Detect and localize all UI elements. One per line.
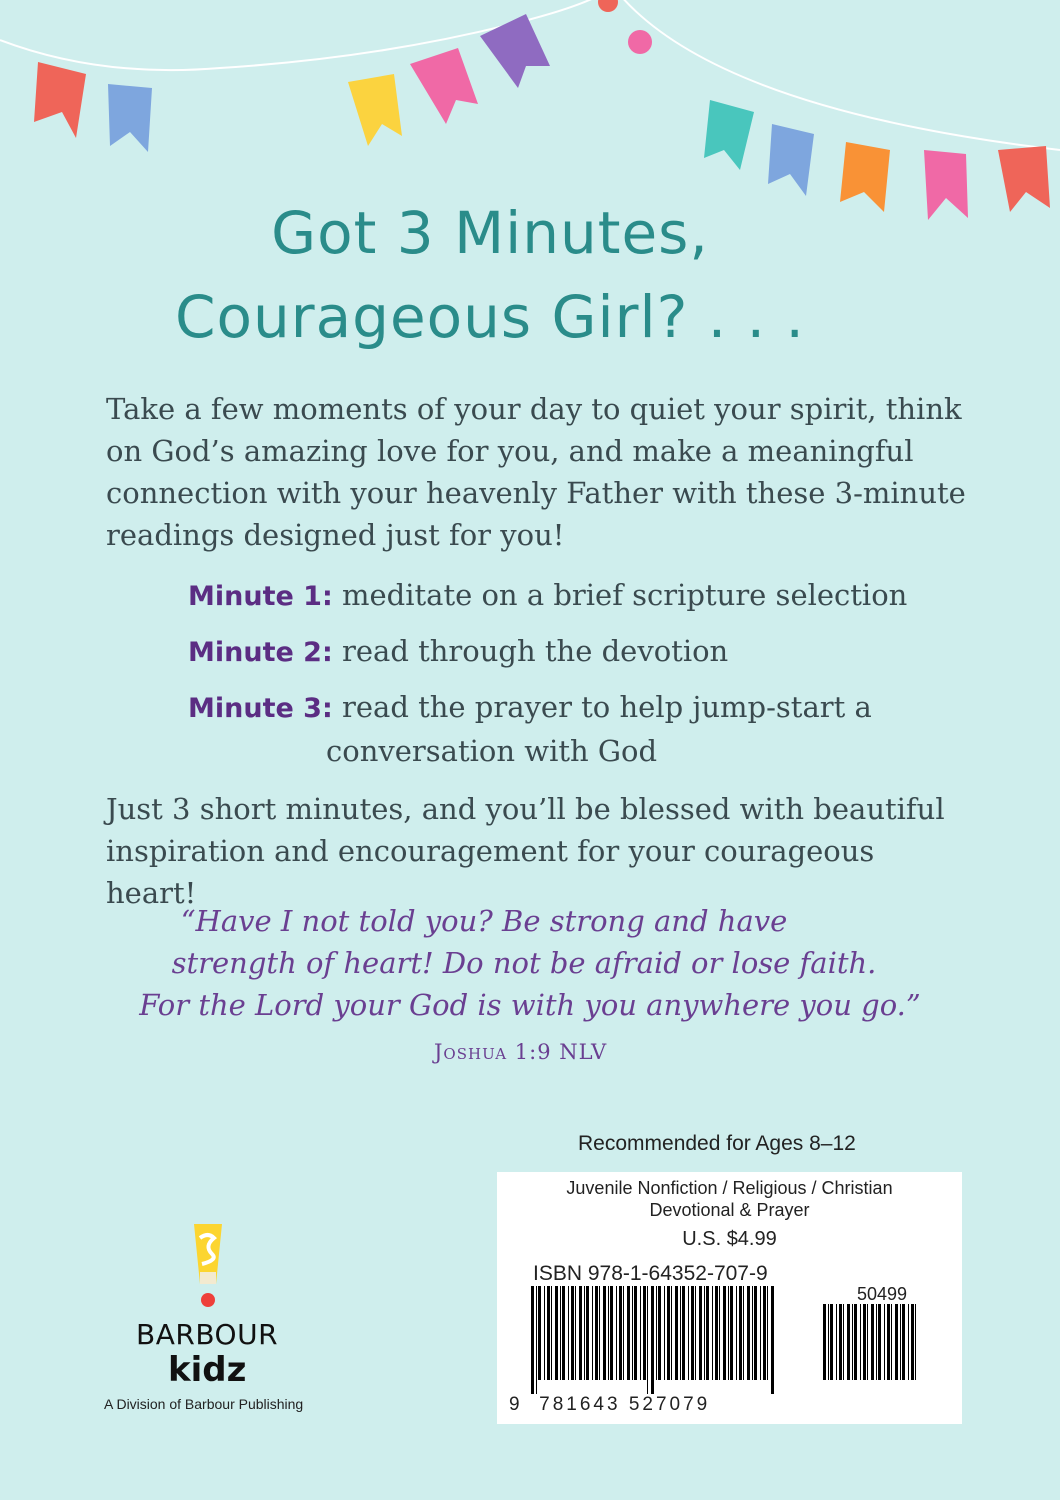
barcode-bar	[586, 1286, 589, 1380]
barcode-bar	[544, 1286, 545, 1380]
scripture-reference: Joshua 1:9 NLV	[434, 1040, 608, 1064]
barcode-bar	[571, 1286, 574, 1380]
barcode-bar	[719, 1286, 720, 1380]
flag-yellow	[348, 74, 402, 146]
barcode-bar	[632, 1286, 633, 1380]
quote-line-3: For the Lord your God is with you anywhere you go.”	[139, 988, 921, 1022]
barcode-bar	[651, 1286, 654, 1394]
barcode-bar	[682, 1286, 685, 1380]
minute-3-text: read the prayer to help jump-start a conversation with God	[326, 690, 872, 768]
minute-1-label: Minute 1:	[188, 581, 333, 612]
barcode-bar	[752, 1286, 753, 1380]
barcode-bar	[691, 1286, 694, 1380]
exclamation-logo-icon	[188, 1220, 228, 1312]
barcode-bar	[739, 1286, 742, 1380]
barcode-bar	[603, 1286, 606, 1380]
barcode-bar	[911, 1304, 914, 1380]
publisher-logo	[100, 1220, 360, 1420]
minute-3-label: Minute 3:	[188, 693, 333, 724]
barcode-bar	[871, 1304, 874, 1380]
barcode-bar	[728, 1286, 729, 1380]
barcode-bar	[536, 1286, 537, 1394]
barcode-bar	[538, 1286, 541, 1380]
barcode-bar	[760, 1286, 761, 1380]
barcode-bar	[658, 1286, 661, 1380]
barcode-bar	[847, 1304, 850, 1380]
headline-line-1: Got 3 Minutes,	[271, 199, 709, 267]
barcode-panel	[497, 1172, 962, 1424]
barcode-bar	[867, 1304, 868, 1380]
barcode-addon-bars	[823, 1304, 919, 1394]
barcode-bar	[704, 1286, 705, 1380]
barcode-bar	[623, 1286, 624, 1380]
minute-1-row	[188, 574, 1060, 618]
dot-coral	[598, 0, 618, 12]
barcode-bar	[667, 1286, 670, 1380]
quote-line-1: “Have I not told you? Be strong and have	[180, 904, 788, 938]
barcode-bar	[547, 1286, 550, 1380]
minute-2-row	[188, 630, 1060, 674]
publisher-name: BARBOUR	[136, 1318, 279, 1351]
barcode-bar	[579, 1286, 582, 1380]
closing-paragraph: Just 3 short minutes, and you’ll be blessed with beautiful inspiration and encouragement for your courageous heart!	[106, 792, 945, 910]
barcode-bar	[562, 1286, 565, 1380]
flag-coral	[34, 62, 86, 138]
barcode-bar	[754, 1286, 757, 1380]
flag-pink	[410, 48, 478, 124]
barcode-bar	[884, 1304, 885, 1380]
intro-paragraph: Take a few moments of your day to quiet your spirit, think on God’s amazing love for you, and make a meaningful connection with your heavenly Father with these 3-minute readings designed just for you!	[106, 392, 966, 552]
price-code-label: 50499	[857, 1284, 908, 1304]
barcode-bar	[599, 1286, 600, 1380]
barcode-bar	[860, 1304, 861, 1380]
barcode-bar	[616, 1286, 617, 1380]
barcode-bar	[854, 1304, 857, 1380]
barcode-bar	[531, 1286, 534, 1394]
barcode-bar	[878, 1304, 881, 1380]
barcode-bar	[828, 1304, 829, 1380]
barcode-bar	[584, 1286, 585, 1380]
barcode-bar	[839, 1304, 842, 1380]
publisher-division: A Division of Barbour Publishing	[104, 1396, 304, 1412]
bisac-category-line-1: Juvenile Nonfiction / Religious / Christian	[566, 1178, 893, 1198]
barcode-bar	[900, 1304, 901, 1380]
barcode-digit-lead: 9	[509, 1394, 523, 1415]
barcode-bar	[640, 1286, 641, 1380]
barcode-bar	[712, 1286, 713, 1380]
barcode-bar	[743, 1286, 744, 1380]
barcode-bar	[688, 1286, 689, 1380]
barcode-bar	[891, 1304, 892, 1380]
barcode-bar	[723, 1286, 726, 1380]
barcode-bar	[836, 1304, 837, 1380]
barcode-bar	[575, 1286, 576, 1380]
barcode-bar	[747, 1286, 750, 1380]
barcode-bar	[830, 1304, 833, 1380]
barcode-bar	[763, 1286, 766, 1380]
barcode-bar	[627, 1286, 630, 1380]
flag-purple	[480, 14, 550, 88]
recommended-ages: Recommended for Ages 8–12	[578, 1132, 856, 1155]
headline-line-2: Courageous Girl? . . .	[175, 283, 805, 351]
barcode-bar	[643, 1286, 646, 1380]
barcode-bar	[695, 1286, 696, 1380]
barcode-bar	[715, 1286, 718, 1380]
price-label: U.S. $4.99	[682, 1228, 777, 1250]
barcode-digits	[509, 1394, 710, 1416]
barcode-bar	[568, 1286, 569, 1380]
barcode-bar	[895, 1304, 898, 1380]
barcode-bar	[610, 1286, 613, 1380]
publisher-imprint: kidz	[168, 1350, 247, 1390]
barcode-bar	[915, 1304, 916, 1380]
barcode-main-bars	[531, 1286, 776, 1394]
barcode-bar	[680, 1286, 681, 1380]
barcode-bar	[664, 1286, 665, 1380]
isbn-label: ISBN 978-1-64352-707-9	[533, 1262, 768, 1285]
barcode-bar	[771, 1286, 774, 1394]
barcode-digits-main: 781643 527079	[539, 1394, 711, 1415]
barcode-bar	[656, 1286, 657, 1380]
barcode-bar	[551, 1286, 552, 1380]
flag-teal	[704, 100, 754, 170]
dot-pink	[628, 30, 652, 54]
barcode-bar	[608, 1286, 609, 1380]
barcode-bar	[843, 1304, 844, 1380]
barcode-bar	[699, 1286, 702, 1380]
barcode-bar	[876, 1304, 877, 1380]
minute-1-text: meditate on a brief scripture selection	[342, 578, 908, 612]
barcode-bar	[908, 1304, 909, 1380]
barcode-bar	[736, 1286, 737, 1380]
flag-blue	[108, 84, 152, 152]
barcode-bar	[671, 1286, 672, 1380]
barcode-bar	[823, 1304, 826, 1380]
barcode-bar	[555, 1286, 558, 1380]
barcode-bar	[619, 1286, 622, 1380]
barcode-bar	[595, 1286, 598, 1380]
bisac-category-line-2: Devotional & Prayer	[649, 1200, 810, 1220]
barcode-bar	[887, 1304, 890, 1380]
quote-line-2: strength of heart! Do not be afraid or lose faith.	[171, 946, 877, 980]
flag-blue-2	[768, 124, 814, 196]
barcode-bar	[592, 1286, 593, 1380]
barcode-bar	[730, 1286, 733, 1380]
barcode-bar	[852, 1304, 853, 1380]
barcode-bar	[560, 1286, 561, 1380]
barcode-bar	[675, 1286, 678, 1380]
minute-2-label: Minute 2:	[188, 637, 333, 668]
barcode-bar	[902, 1304, 905, 1380]
minute-2-text: read through the devotion	[342, 634, 729, 668]
barcode-bar	[863, 1304, 866, 1380]
minute-3-row	[188, 686, 1060, 772]
barcode-bar	[647, 1286, 648, 1394]
barcode-bar	[767, 1286, 768, 1380]
barcode-bar	[634, 1286, 637, 1380]
barcode-bar	[706, 1286, 709, 1380]
